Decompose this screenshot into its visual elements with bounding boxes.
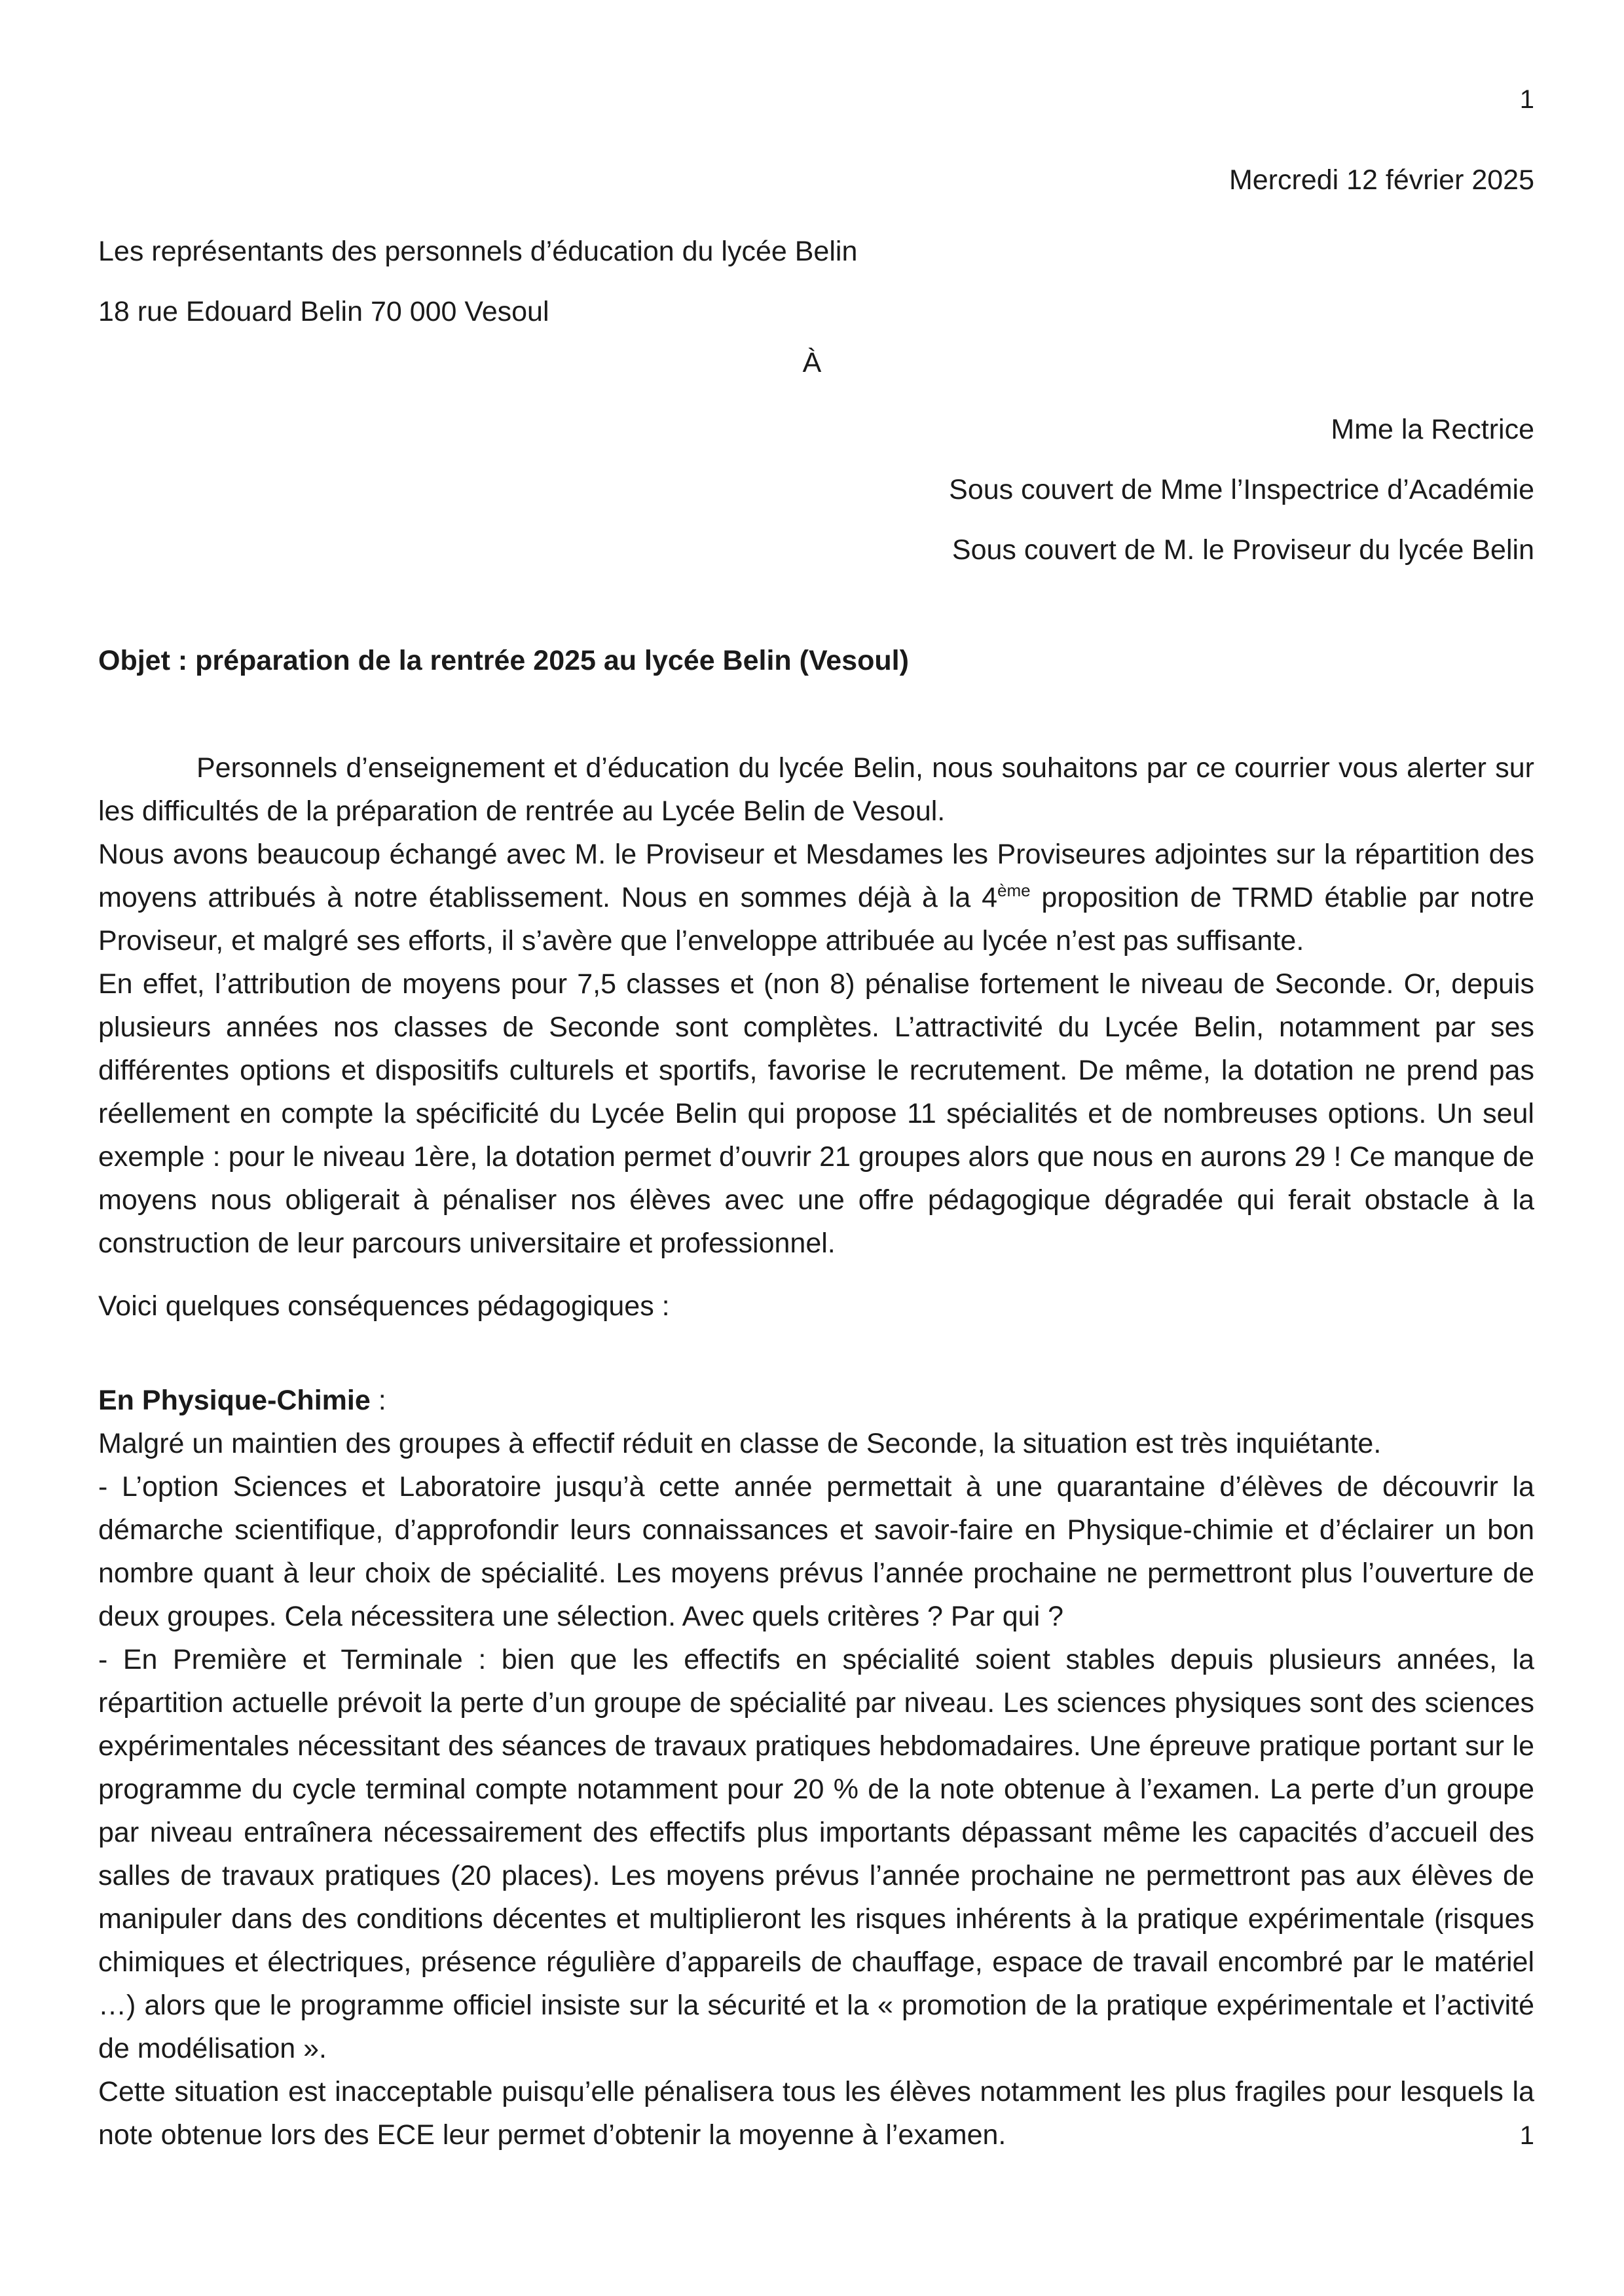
letter-body [98,746,1534,2157]
section-title-physique-chimie: En Physique-Chimie [98,1385,371,1416]
paragraph-intro: Personnels d’enseignement et d’éducation du lycée Belin, nous souhaitons par ce courrier vous alerter sur les difficultés de la préparation de rentrée au Lycée Belin de Vesoul. [98,752,1534,827]
paragraph-exchanges [98,833,1534,962]
recipient-line-3: Sous couvert de M. le Proviseur du lycée Belin [951,534,1534,566]
page-number-bottom: 1 [1519,2121,1534,2150]
paragraph-option-sl: - L’option Sciences et Laboratoire jusqu’à cette année permettait à une quarantaine d’élèves de découvrir la démarche scientifique, d’approfondir leurs connaissances et savoir-faire en Physique-chimie et d’éclairer un bon nombre quant à leur choix de spécialité. Les moyens prévus l’année prochaine ne permettront plus l’ouverture de deux groupes. Cela nécessitera une sélection. Avec quels critères ? Par qui ? [98,1471,1534,1632]
paragraph-conclusion: Cette situation est inacceptable puisqu’elle pénalisera tous les élèves notamment les plus fragiles pour lesquels la note obtenue lors des ECE leur permet d’obtenir la moyenne à l’examen. [98,2076,1534,2151]
page-number-top: 1 [1519,85,1534,114]
letter-date: Mercredi 12 février 2025 [1228,164,1534,196]
letter-subject: Objet : préparation de la rentrée 2025 au lycée Belin (Vesoul) [98,645,909,676]
to-marker: À [802,347,822,378]
paragraph-exchanges-text-end: proposition de TRMD établie par notre Proviseur, et malgré ses efforts, il s’avère que l’enveloppe attribuée au lycée n’est pas suffisante. [98,882,1534,957]
recipient-block [949,399,1534,580]
section-heading [98,1379,1534,1422]
paragraph-consequences-intro: Voici quelques conséquences pédagogiques : [98,1290,670,1322]
paragraph-attribution: En effet, l’attribution de moyens pour 7,5 classes et (non 8) pénalise fortement le niveau de Seconde. Or, depuis plusieurs années nos classes de Seconde sont complètes. L’attractivité du Lycée Belin, notamment par ses différentes options et dispositifs culturels et sportifs, favorise le recrutement. De même, la dotation ne prend pas réellement en compte la spécificité du Lycée Belin qui propose 11 spécialités et de nombreuses options. Un seul exemple : pour le niveau 1ère, la dotation permet d’ouvrir 21 groupes alors que nous en aurons 29 ! Ce manque de moyens nous obligerait à pénaliser nos élèves avec une offre pédagogique dégradée qui ferait obstacle à la construction de leur parcours universitaire et professionnel. [98,968,1534,1259]
paragraph-exchanges-text: Nous avons beaucoup échangé avec M. le Proviseur et Mesdames les Proviseures adjointes sur la répartition des moyens attribués à notre établissement. Nous en sommes déjà à la 4 [98,839,1534,913]
paragraph-premiere-terminale: - En Première et Terminale : bien que les effectifs en spécialité soient stables depuis plusieurs années, la répartition actuelle prévoit la perte d’un groupe de spécialité par niveau. Les sciences physiques sont des sciences expérimentales nécessitant des séances de travaux pratiques hebdomadaires. Une épreuve pratique portant sur le programme du cycle terminal compte notamment pour 20 % de la note obtenue à l’examen. La perte d’un groupe par niveau entraînera nécessairement des effectifs plus importants dépassant même les capacités d’accueil des salles de travaux pratiques (20 places). Les moyens prévus l’année prochaine ne permettront pas aux élèves de manipuler dans des conditions décentes et multiplieront les risques inhérents à la pratique expérimentale (risques chimiques et électriques, présence régulière d’appareils de chauffage, espace de travail encombré par le matériel …) alors que le programme officiel insiste sur la sécurité et la « promotion de la pratique expérimentale et l’activité de modélisation ». [98,1644,1534,2064]
recipient-line-2: Sous couvert de Mme l’Inspectrice d’Académie [949,474,1534,505]
sender-name: Les représentants des personnels d’éducation du lycée Belin [98,236,858,267]
section-title-suffix: : [370,1385,386,1416]
ordinal-superscript: ème [997,881,1031,900]
sender-address: 18 rue Edouard Belin 70 000 Vesoul [98,296,549,327]
sender-block [98,221,857,342]
paragraph-seconde: Malgré un maintien des groupes à effectif réduit en classe de Seconde, la situation est très inquiétante. [98,1428,1382,1459]
recipient-line-1: Mme la Rectrice [1331,414,1534,445]
